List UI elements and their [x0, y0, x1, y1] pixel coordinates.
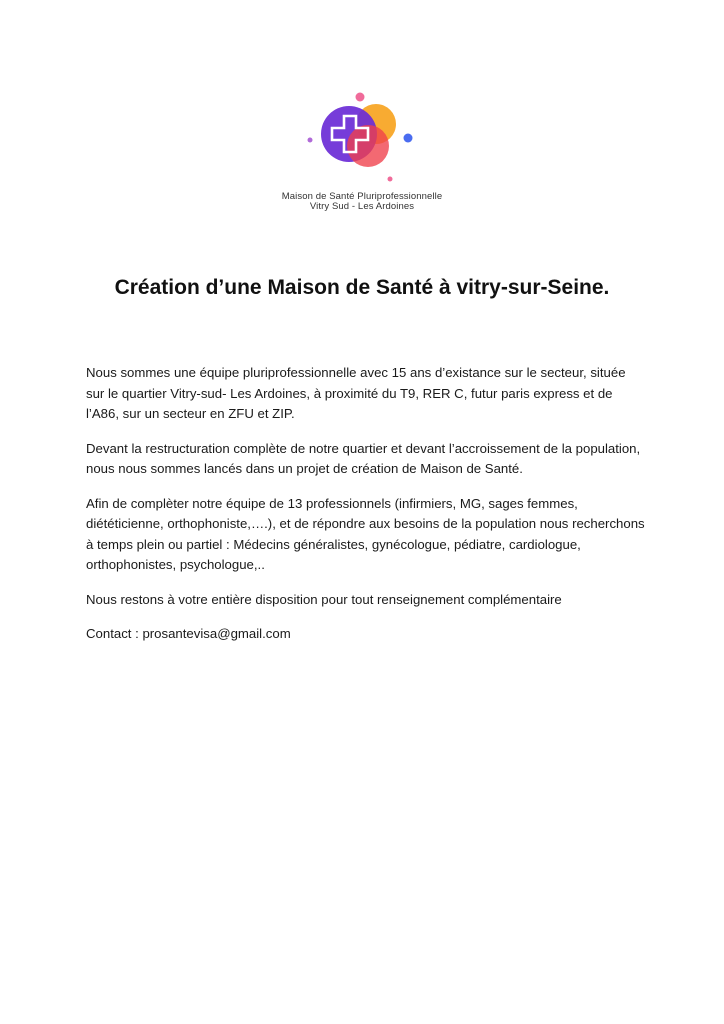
logo-dot-violet	[308, 138, 313, 143]
logo-caption-line1: Maison de Santé Pluriprofessionnelle	[281, 191, 443, 202]
document-body	[86, 363, 646, 659]
logo-caption	[0, 192, 724, 212]
logo	[0, 88, 724, 212]
logo-dot-pink	[356, 93, 365, 102]
paragraph-contact: Contact : prosantevisa@gmail.com	[86, 626, 291, 641]
logo-dot-blue	[404, 134, 413, 143]
paragraph-intro: Nous sommes une équipe pluriprofessionnelle avec 15 ans d’existance sur le secteur, située sur le quartier Vitry-sud- Les Ardoines, à proximité du T9, RER C, futur paris express et de l’A86, sur un secteur en ZFU et ZIP.	[86, 365, 626, 421]
logo-caption-line2: Vitry Sud - Les Ardoines	[309, 201, 415, 212]
page-title: Création d’une Maison de Santé à vitry-sur-Seine.	[114, 276, 610, 299]
paragraph-recruitment: Afin de complèter notre équipe de 13 professionnels (infirmiers, MG, sages femmes, diététicienne, orthophoniste,….), et de répondre aux besoins de la population nous recherchons à temps plein ou partiel : Médecins généralistes, gynécologue, pédiatre, cardiologue, orthophonistes, psychologue,..	[86, 495, 645, 572]
logo-dot-small-pink	[388, 177, 393, 182]
paragraph-availability: Nous restons à votre entière disposition pour tout renseignement complémentaire	[86, 591, 562, 607]
paragraph-project: Devant la restructuration complète de notre quartier et devant l’accroissement de la population, nous nous sommes lancés dans un projet de création de Maison de Santé.	[86, 440, 641, 476]
medical-cross-logo-icon	[302, 88, 422, 184]
